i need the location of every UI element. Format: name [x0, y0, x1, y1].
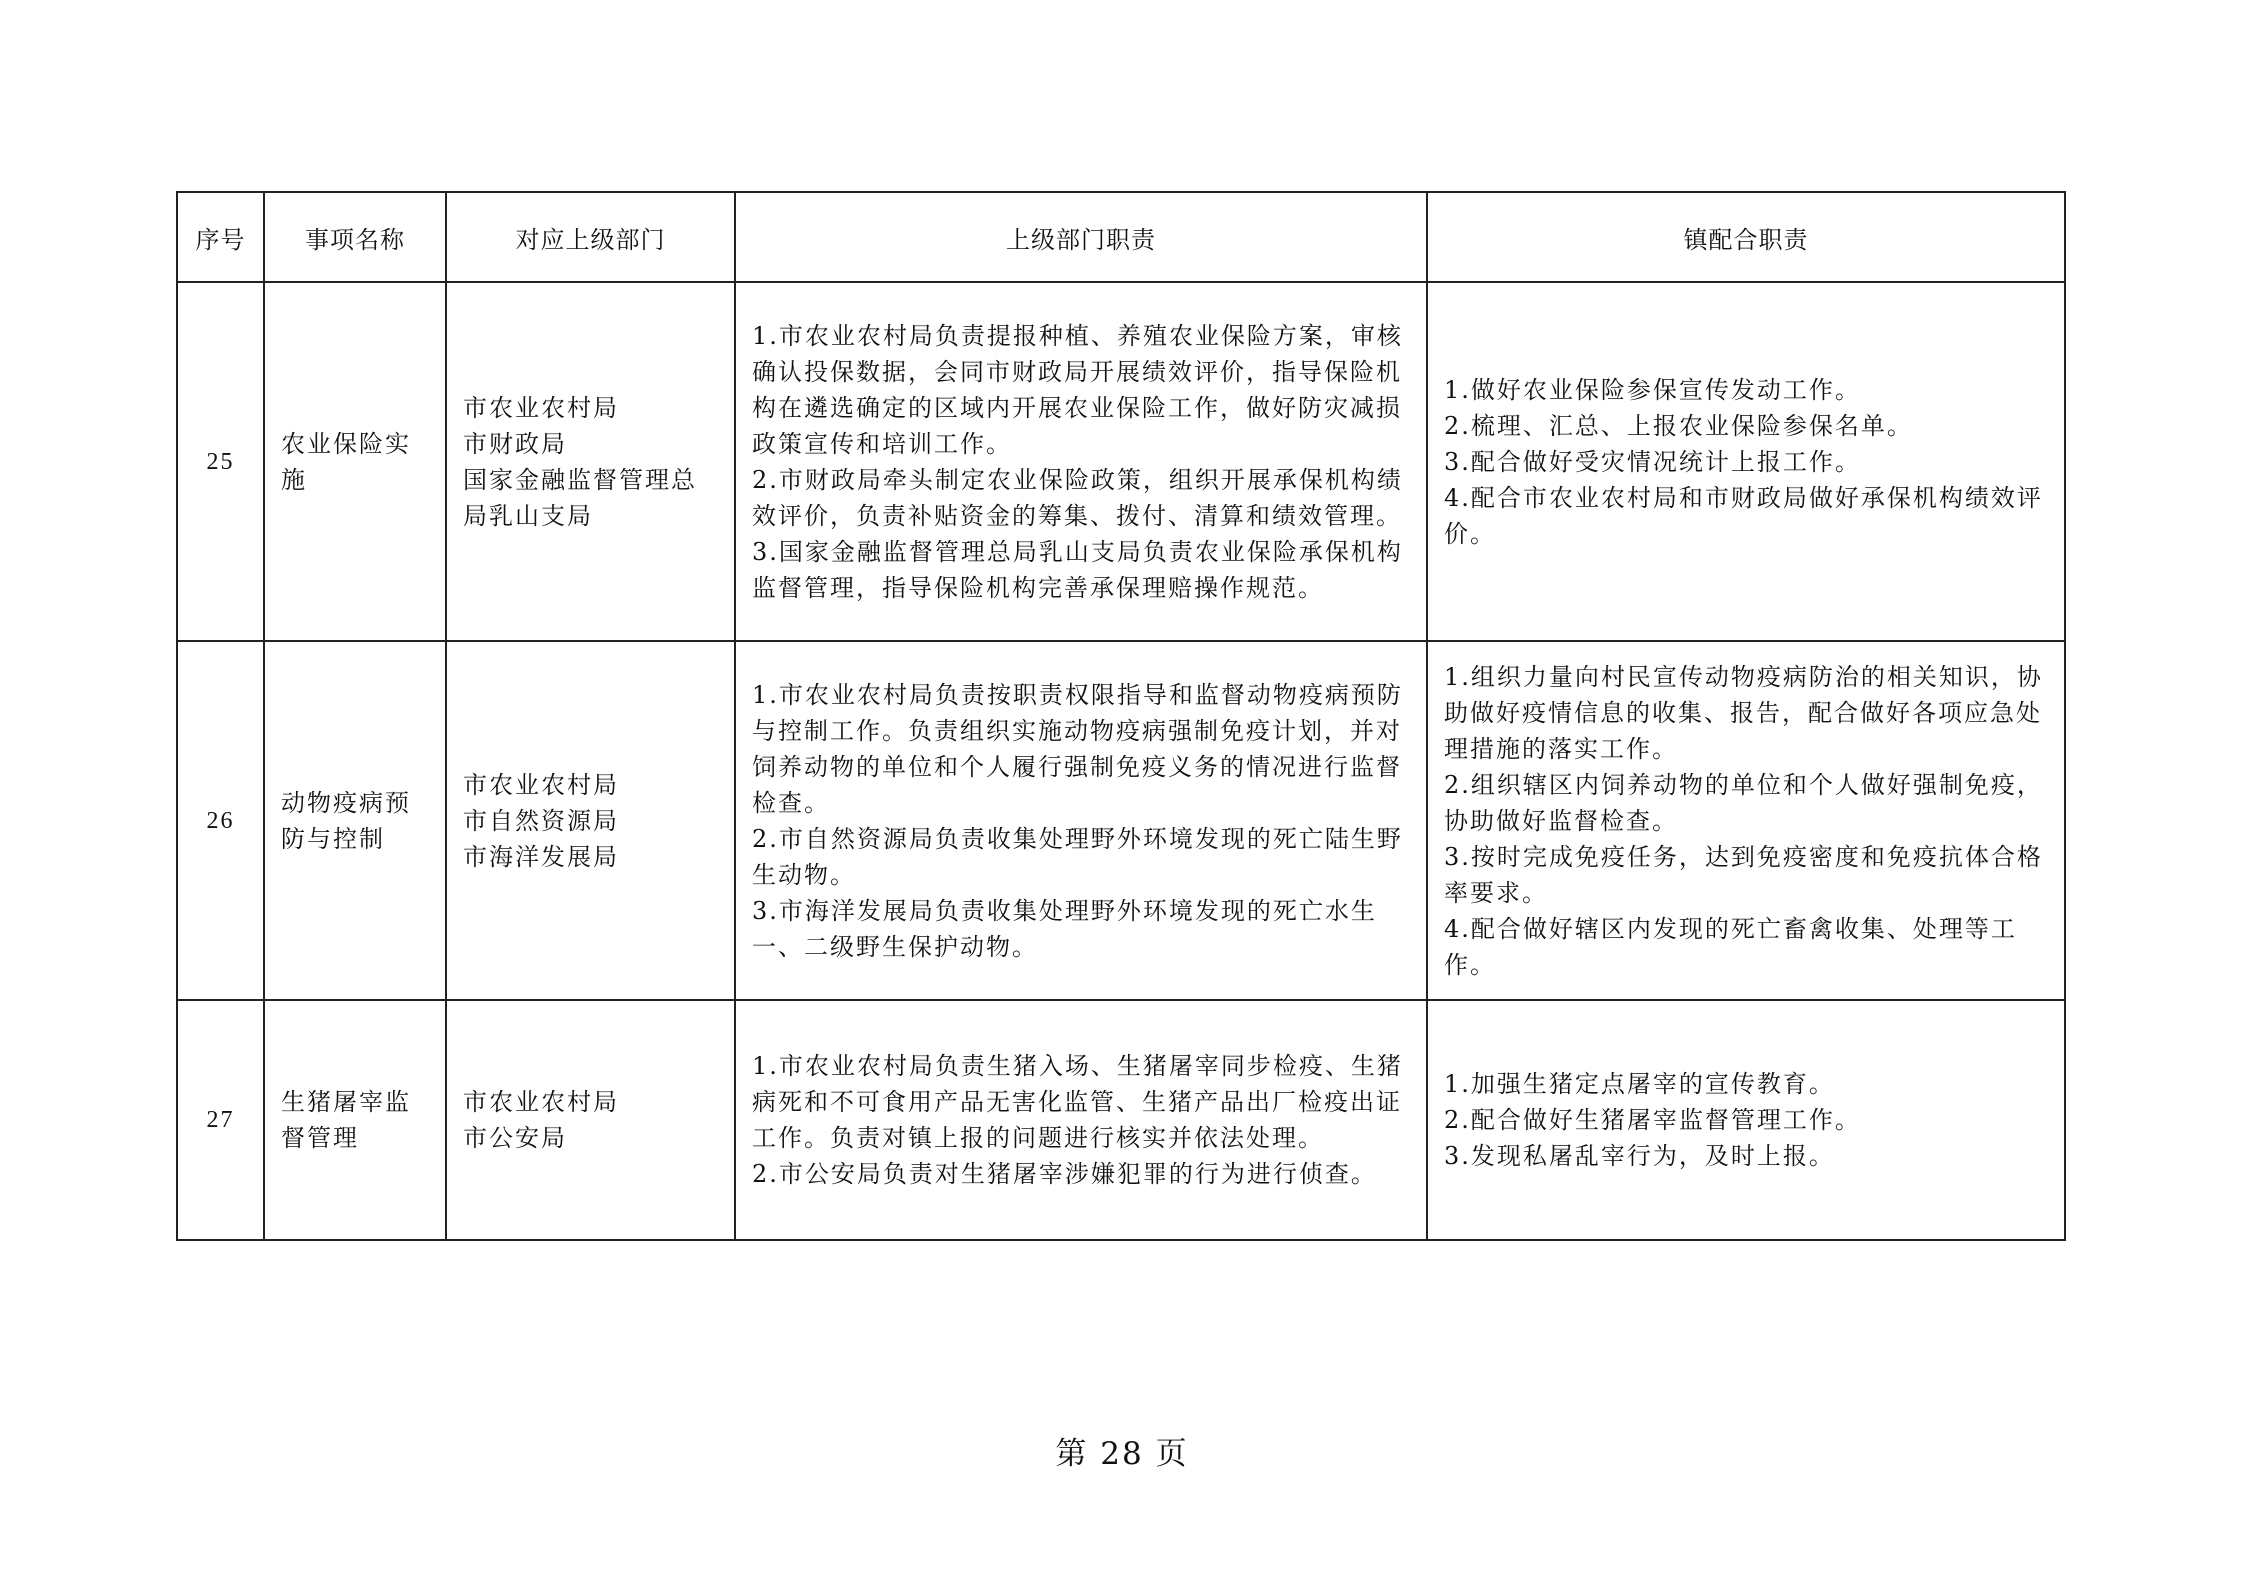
town-duty-item: 2.组织辖区内饲养动物的单位和个人做好强制免疫，协助做好监督检查。: [1444, 770, 2043, 835]
item-name-cell: [264, 1000, 446, 1240]
upper-duties-cell: [735, 282, 1427, 641]
department-line: 市公安局: [463, 1124, 567, 1152]
town-duty-item: 3.发现私屠乱宰行为，及时上报。: [1444, 1142, 1835, 1170]
header-upper-department: 对应上级部门: [446, 192, 735, 282]
item-name-line: 生猪屠宰监: [281, 1088, 411, 1116]
header-town-duties: 镇配合职责: [1427, 192, 2065, 282]
town-duty-item: 3.配合做好受灾情况统计上报工作。: [1444, 447, 1861, 476]
upper-duty-item: 1.市农业农村局负责按职责权限指导和监督动物疫病预防与控制工作。负责组织实施动物疫病强制免疫计划，并对饲养动物的单位和个人履行强制免疫义务的情况进行监督检查。: [752, 680, 1403, 817]
serial-no-cell: 25: [177, 282, 264, 641]
town-duty-item: 2.配合做好生猪屠宰监督管理工作。: [1444, 1106, 1861, 1134]
upper-duty-item: 1.市农业农村局负责生猪入场、生猪屠宰同步检疫、生猪病死和不可食用产品无害化监管、生猪产品出厂检疫出证工作。负责对镇上报的问题进行核实并依法处理。: [752, 1052, 1403, 1152]
upper-duty-item: 3.市海洋发展局负责收集处理野外环境发现的死亡水生一、二级野生保护动物。: [752, 896, 1377, 961]
town-duty-item: 4.配合做好辖区内发现的死亡畜禽收集、处理等工作。: [1444, 914, 2017, 979]
department-line: 市农业农村局: [463, 1088, 619, 1116]
upper-duties-cell: [735, 641, 1427, 1000]
upper-duty-item: 2.市自然资源局负责收集处理野外环境发现的死亡陆生野生动物。: [752, 824, 1403, 889]
header-item-name: 事项名称: [264, 192, 446, 282]
table-row: [177, 282, 2065, 641]
item-name-line: 动物疫病预: [281, 788, 411, 817]
department-line: 市农业农村局: [463, 770, 619, 799]
department-cell: [446, 282, 735, 641]
upper-duties-cell: [735, 1000, 1427, 1240]
town-duties-cell: [1427, 641, 2065, 1000]
item-name-cell: [264, 641, 446, 1000]
department-cell: [446, 641, 735, 1000]
table-row: [177, 1000, 2065, 1240]
town-duty-item: 4.配合市农业农村局和市财政局做好承保机构绩效评价。: [1444, 483, 2043, 548]
upper-duty-item: 2.市财政局牵头制定农业保险政策，组织开展承保机构绩效评价，负责补贴资金的筹集、拨付、清算和绩效管理。: [752, 465, 1403, 530]
town-duty-item: 1.加强生猪定点屠宰的宣传教育。: [1444, 1070, 1835, 1098]
town-duty-item: 1.做好农业保险参保宣传发动工作。: [1444, 375, 1861, 404]
item-name-cell: [264, 282, 446, 641]
table-row: [177, 641, 2065, 1000]
serial-no-cell: 26: [177, 641, 264, 1000]
department-line: 国家金融监督管理总: [463, 465, 697, 494]
upper-duty-item: 3.国家金融监督管理总局乳山支局负责农业保险承保机构监督管理，指导保险机构完善承保理赔操作规范。: [752, 537, 1403, 602]
town-duty-item: 1.组织力量向村民宣传动物疫病防治的相关知识，协助做好疫情信息的收集、报告，配合做好各项应急处理措施的落实工作。: [1444, 662, 2043, 763]
item-name-line: 防与控制: [281, 824, 385, 853]
item-name-line: 督管理: [281, 1124, 359, 1152]
upper-duty-item: 2.市公安局负责对生猪屠宰涉嫌犯罪的行为进行侦查。: [752, 1160, 1377, 1188]
department-line: 市农业农村局: [463, 393, 619, 422]
department-line: 市海洋发展局: [463, 842, 619, 871]
department-line: 市自然资源局: [463, 806, 619, 835]
department-line: 市财政局: [463, 429, 567, 458]
department-cell: [446, 1000, 735, 1240]
town-duties-cell: [1427, 1000, 2065, 1240]
item-name-line: 农业保险实: [281, 429, 411, 458]
department-line: 局乳山支局: [463, 501, 593, 530]
header-serial-no: 序号: [177, 192, 264, 282]
duty-table: [176, 191, 2066, 1241]
town-duty-item: 3.按时完成免疫任务，达到免疫密度和免疫抗体合格率要求。: [1444, 842, 2043, 907]
table-header-row: [177, 192, 2065, 282]
header-upper-duties: 上级部门职责: [735, 192, 1427, 282]
serial-no-cell: 27: [177, 1000, 264, 1240]
item-name-line: 施: [281, 465, 307, 494]
town-duty-item: 2.梳理、汇总、上报农业保险参保名单。: [1444, 411, 1913, 440]
upper-duty-item: 1.市农业农村局负责提报种植、养殖农业保险方案，审核确认投保数据，会同市财政局开展绩效评价，指导保险机构在遴选确定的区域内开展农业保险工作，做好防灾减损政策宣传和培训工作。: [752, 321, 1403, 458]
page-number: 第 28 页: [1055, 1436, 1189, 1472]
town-duties-cell: [1427, 282, 2065, 641]
